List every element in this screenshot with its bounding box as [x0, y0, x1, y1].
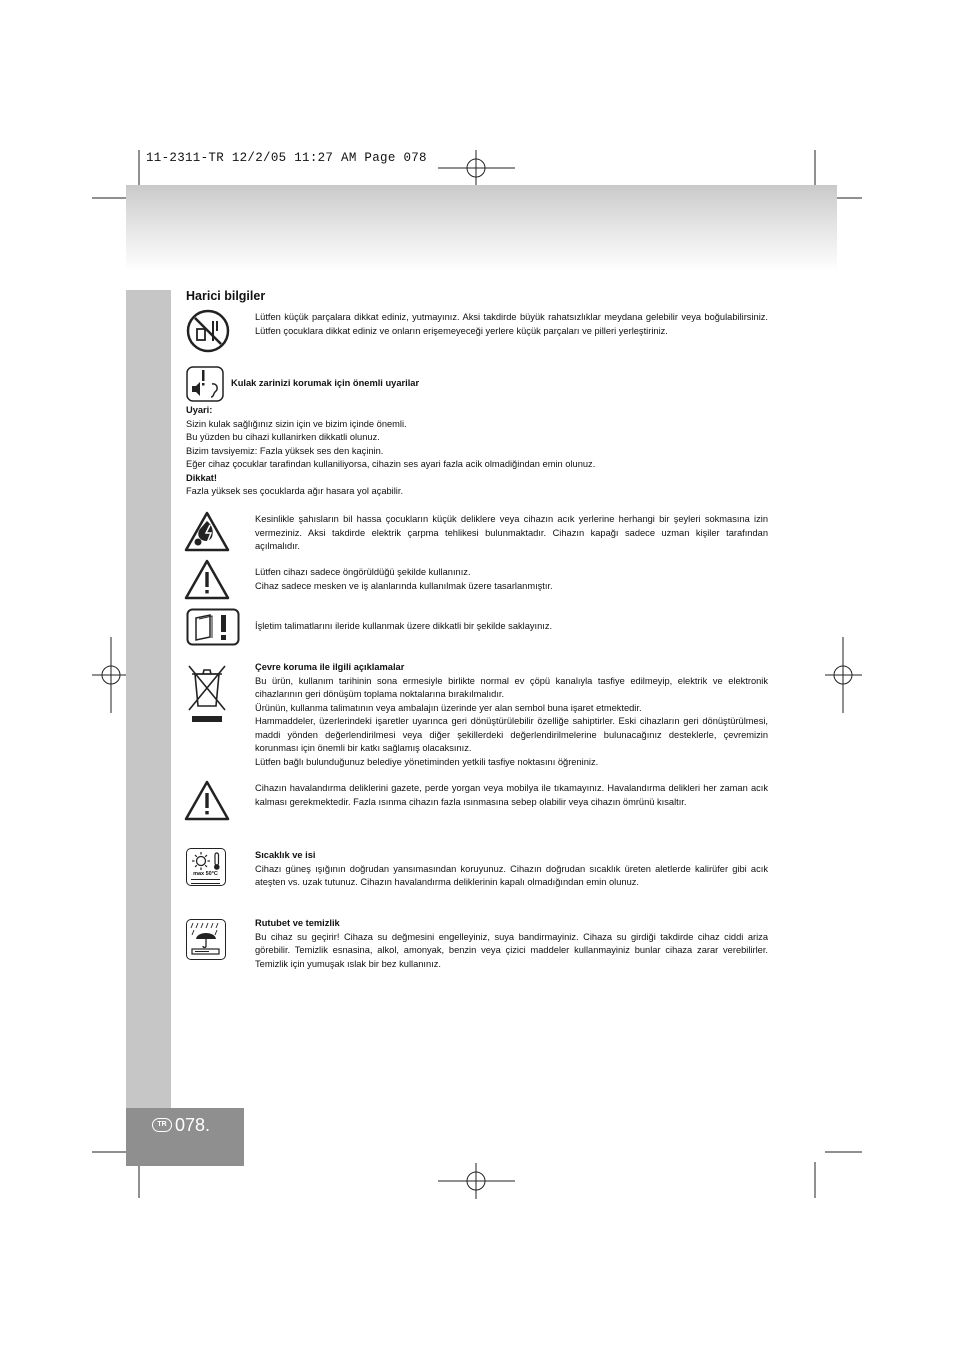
weee-bin-icon: [185, 662, 229, 724]
ear-warning-block: [186, 404, 595, 499]
moisture-heading: Rutubet ve temizlik: [255, 918, 340, 928]
ventilation-text: Cihazın havalandırma deliklerini gazete, perde yorgan veya mobilya ile tıkamayınız. Havalandırma delikleri her zaman acık kalması gerekmektedir. Fazla ısınma cihazın fazla ısınmasına sebep olabilir veya cihazın ömrünü kısaltır.: [255, 783, 768, 807]
heat-heading: Sıcaklık ve isi: [255, 850, 316, 860]
usage-line: Lütfen cihazı sadece öngörüldüğü şekilde kullanınız.: [255, 567, 471, 577]
usage-text: [255, 566, 553, 593]
environment-para: Lütfen bağlı bulunduğunuz belediye yönetiminden yetkili tasfiye noktasını öğreniniz.: [255, 756, 599, 767]
heat-block: [255, 849, 768, 890]
environment-block: [255, 661, 768, 769]
electric-shock-icon: [184, 511, 230, 552]
page-number: 078.: [175, 1115, 211, 1135]
header-band: [126, 185, 837, 271]
warning-triangle-icon: [184, 559, 230, 600]
moisture-block: [255, 917, 768, 971]
ear-heading: Kulak zarinizi korumak için önemli uyarilar: [231, 378, 420, 388]
ventilation-warning-icon: [184, 780, 230, 821]
environment-para: Hammaddeler, üzerlerindeki işaretler uyarınca geri dönüştürülebilir özelliğe sahiptirler. Eski cihazların geri dönüştürülmesi, maddi yönden değerlendirilmesi veya diğer şekillerdeki değerlendirilmelerine bulunacağınız desteklerle, çevremizin korunması için önemli bir katkı sağlamış olacaksınız.: [255, 716, 768, 753]
warning-label: Uyari:: [186, 405, 213, 415]
environment-para: Bu ürün, kullanım tarihinin sona ermesiyle birlikte normal ev çöpü kanalıyla tasfiye edilmeyip, elektrik ve elektronik cihazlarının geri dönüşüm toplama noktalarına bırakılmalıdır.: [255, 675, 768, 699]
side-bar: [126, 290, 171, 1108]
shock-text: Kesinlikle şahısların bil hassa çocukların küçük deliklere veya cihazın acık yerlerine herhangi bir şeyleri sokmasına izin vermeziniz. Aksi takdirde elektrik çarpma tehlikesi bulunmaktadır. Cihazın kapağı sadece uzman kişiler tarafından açılmalıdır.: [255, 514, 768, 551]
manual-icon: [186, 608, 240, 646]
heat-icon: [186, 848, 226, 886]
ear-line: Sizin kulak sağlığınız sizin için ve bizim içinde önemli.: [186, 418, 407, 429]
ear-line: Bizim tavsiyemiz: Fazla yüksek ses den kaçinin.: [186, 445, 384, 456]
environment-heading: Çevre koruma ile ilgili açıklamalar: [255, 662, 405, 672]
ear-line: Bu yüzden bu cihazi kullanirken dikkatli olunuz.: [186, 432, 380, 442]
small-parts-text: Lütfen küçük parçalara dikkat ediniz, yutmayınız. Aksi takdirde büyük rahatsızlıklar meydana gelebilir veya boğulabilirsiniz. Lütfen çocuklara dikkat ediniz ve onların erişemeyeceği yerlere küçük parçaları ve pilleri yerleştiriniz.: [255, 312, 768, 336]
language-badge: TR: [152, 1118, 172, 1132]
ear-line: Eğer cihaz çocuklar tarafindan kullaniliyorsa, cihazin ses ayari fazla acik olmadiğindan emin olunuz.: [186, 459, 596, 469]
heat-icon-label: max 50°C: [193, 871, 218, 877]
heat-text: Cihazı güneş ışığının doğrudan yansımasından koruyunuz. Cihazın doğrudan sıcaklık üreten aletlerde kalirüfer gibi acık ateşten vs. uzak tutunuz. Cihazın havalandırma deliklerinin kapalı olmadığından emin olunuz.: [255, 863, 768, 887]
print-slug: 11-2311-TR 12/2/05 11:27 AM Page 078: [146, 151, 427, 165]
environment-para: Ürünün, kullanma talimatının veya ambalajın üzerinde yer alan sembol buna işaret etmektedir.: [255, 702, 642, 713]
ear-warning-icon: [186, 366, 224, 402]
no-small-parts-icon: [186, 309, 230, 353]
moisture-icon: [186, 919, 226, 960]
usage-line: Cihaz sadece mesken ve iş alanlarında kullanılmak üzere tasarlanmıştır.: [255, 580, 553, 591]
section-title: Harici bilgiler: [186, 289, 266, 303]
manual-text: İşletim talimatlarını ileride kullanmak üzere dikkatli bir şekilde saklayınız.: [255, 621, 553, 631]
moisture-text: Bu cihaz su geçirir! Cihaza su değmesini engelleyiniz, suya bandirmayiniz. Cihaza su girdiği takdirde cihaz ciddi ariza görebilir. Temizlik esnasina, alkol, amonyak, benzin veya çizici maddeler kullanmayiniz bunlar cihaza zarar verebilirler. Temizlik için yumuşak ıslak bir bez kullanınız.: [255, 931, 768, 969]
caution-label: Dikkat!: [186, 472, 218, 483]
caution-text: Fazla yüksek ses çocuklarda ağır hasara yol açabilir.: [186, 486, 404, 496]
